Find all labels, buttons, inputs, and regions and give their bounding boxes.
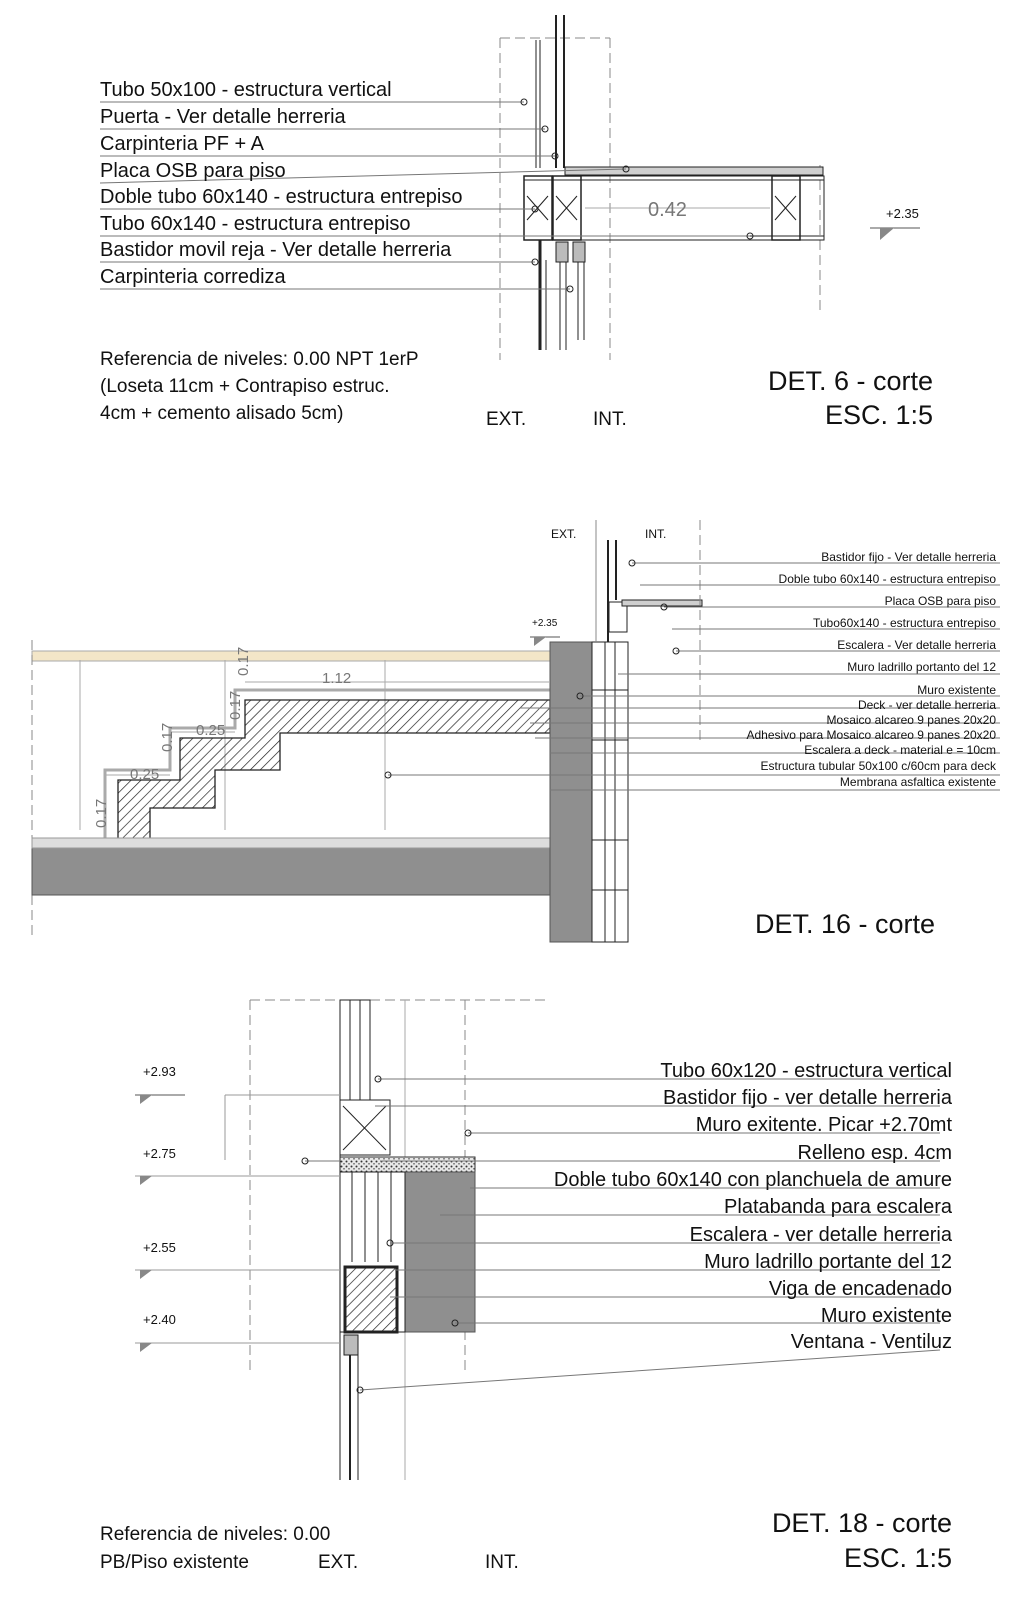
det6-label-6: Tubo 60x140 - estructura entrepiso <box>100 213 411 235</box>
det18-scale: ESC. 1:5 <box>843 1543 952 1573</box>
det6-label-3: Carpinteria PF + A <box>100 133 264 155</box>
det16-dim-riser-bottom: 0.17 <box>93 798 110 828</box>
det16-label-8: Deck - ver detalle herreria <box>857 698 996 712</box>
det16-label-11: Escalera a deck - material e = 10cm <box>804 743 996 757</box>
det16-dim-riser-low: 0.17 <box>159 722 176 752</box>
det18-label-3: Muro exitente. Picar +2.70mt <box>695 1114 952 1136</box>
det6-label-7: Bastidor movil reja - Ver detalle herreria <box>100 239 452 261</box>
det16-label-9: Mosaico alcareo 9 panes 20x20 <box>826 713 996 727</box>
det6-title: DET. 6 - corte <box>767 366 933 396</box>
det6-label-8: Carpinteria corrediza <box>100 266 286 288</box>
det16-dim-tread-top: 1.12 <box>322 670 352 687</box>
det16-title: DET. 16 - corte <box>755 909 936 939</box>
det6-label-4: Placa OSB para piso <box>100 160 286 182</box>
det18-note-2: PB/Piso existente <box>100 1552 249 1573</box>
det16-label-5: Escalera - Ver detalle herreria <box>837 638 996 652</box>
det16-int: INT. <box>645 527 667 541</box>
det6-ext: EXT. <box>486 409 527 430</box>
det16-dim-riser-mid: 0.17 <box>227 690 244 720</box>
det18-level-3: +2.55 <box>143 1240 176 1255</box>
det6-label-2: Puerta - Ver detalle herreria <box>100 106 346 128</box>
det16-dim-riser-top: 0.17 <box>235 646 252 676</box>
det18-label-4: Relleno esp. 4cm <box>797 1142 952 1164</box>
det18-label-8: Muro ladrillo portante del 12 <box>704 1251 952 1273</box>
det6-note-1: Referencia de niveles: 0.00 NPT 1erP <box>100 349 419 370</box>
det6-dimension: 0.42 <box>648 199 687 221</box>
det18-label-7: Escalera - ver detalle herreria <box>689 1224 952 1246</box>
det16-label-1: Bastidor fijo - Ver detalle herreria <box>821 550 996 564</box>
det18-label-6: Platabanda para escalera <box>724 1196 952 1218</box>
det6-note-2: (Loseta 11cm + Contrapiso estruc. <box>100 376 390 397</box>
det16-label-4: Tubo60x140 - estructura entrepiso <box>813 616 996 630</box>
det16-ext: EXT. <box>551 527 577 541</box>
det16-label-10: Adhesivo para Mosaico alcareo 9 panes 20x20 <box>746 728 996 742</box>
det6-scale: ESC. 1:5 <box>824 400 933 430</box>
det6-label-1: Tubo 50x100 - estructura vertical <box>100 79 392 101</box>
det16-label-7: Muro existente <box>917 683 996 697</box>
det18-level-1: +2.93 <box>143 1064 176 1079</box>
det16-label-6: Muro ladrillo portanto del 12 <box>847 660 996 674</box>
det6-label-5: Doble tubo 60x140 - estructura entrepiso <box>100 186 463 208</box>
det18-note-1: Referencia de niveles: 0.00 <box>100 1524 331 1545</box>
det18-label-10: Muro existente <box>820 1305 952 1327</box>
det18-label-1: Tubo 60x120 - estructura vertical <box>660 1060 952 1082</box>
det18-label-11: Ventana - Ventiluz <box>790 1331 952 1353</box>
det18-int: INT. <box>485 1552 519 1573</box>
det18-label-2: Bastidor fijo - ver detalle herreria <box>662 1087 952 1109</box>
det18-label-5: Doble tubo 60x140 con planchuela de amure <box>553 1169 952 1191</box>
det16-dim-tread-low: 0.25 <box>130 766 160 783</box>
det6-int: INT. <box>593 409 627 430</box>
det18-label-9: Viga de encadenado <box>768 1278 952 1300</box>
det6-note-3: 4cm + cemento alisado 5cm) <box>100 403 344 424</box>
det6-level-mark: +2.35 <box>886 206 919 221</box>
det16-level-mark: +2.35 <box>532 618 558 629</box>
det16-label-2: Doble tubo 60x140 - estructura entrepiso <box>778 572 996 586</box>
det18-ext: EXT. <box>318 1552 359 1573</box>
det16-label-12: Estructura tubular 50x100 c/60cm para deck <box>760 759 996 773</box>
det16-dim-tread-mid: 0.25 <box>196 722 226 739</box>
det18-level-2: +2.75 <box>143 1146 176 1161</box>
det18-level-4: +2.40 <box>143 1312 176 1327</box>
det16-label-3: Placa OSB para piso <box>884 594 996 608</box>
det16-label-13: Membrana asfaltica existente <box>839 775 996 789</box>
det18-title: DET. 18 - corte <box>771 1508 952 1538</box>
